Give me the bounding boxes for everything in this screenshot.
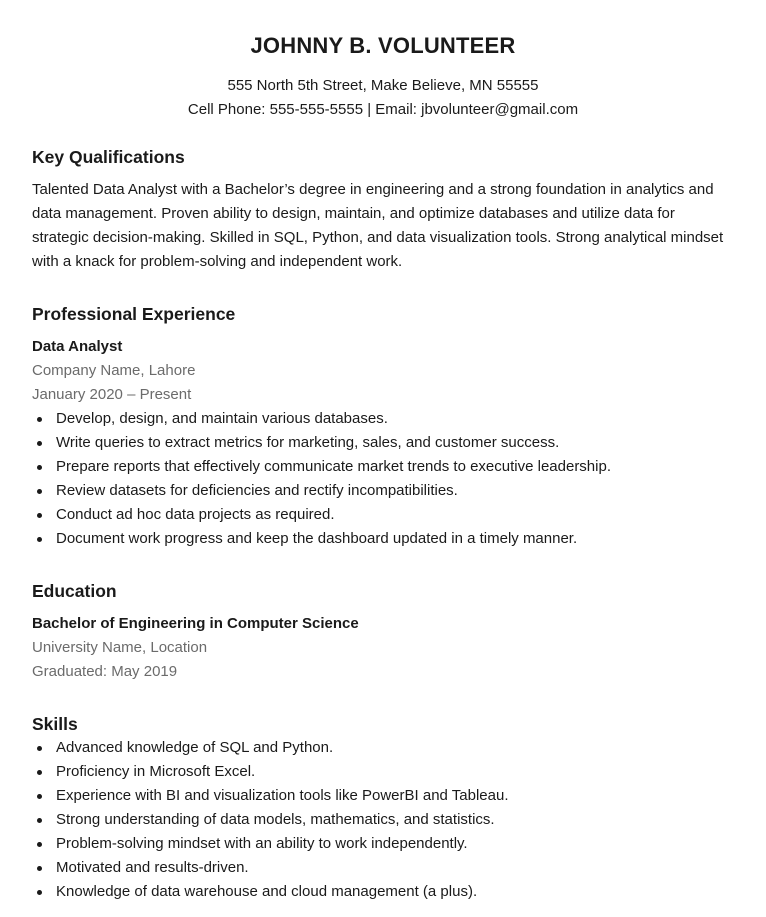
list-item: Write queries to extract metrics for marketing, sales, and customer success. (56, 431, 734, 455)
job-dates: January 2020 – Present (32, 386, 192, 403)
graduation-date: Graduated: May 2019 (32, 663, 178, 680)
contact-block (32, 74, 734, 122)
list-item: Knowledge of data warehouse and cloud management (a plus). (56, 880, 734, 904)
job-responsibilities-list (32, 407, 734, 551)
list-item: Strong understanding of data models, mathematics, and statistics. (56, 808, 734, 832)
education-entry (32, 612, 734, 684)
qualifications-heading: Key Qualifications (32, 147, 185, 167)
experience-heading: Professional Experience (32, 304, 236, 324)
list-item: Develop, design, and maintain various databases. (56, 407, 734, 431)
list-item: Review datasets for deficiencies and rectify incompatibilities. (56, 479, 734, 503)
candidate-name: JOHNNY B. VOLUNTEER (250, 33, 516, 58)
list-item: Prepare reports that effectively communicate market trends to executive leadership. (56, 455, 734, 479)
list-item: Motivated and results-driven. (56, 856, 734, 880)
skills-list (32, 736, 734, 904)
address-line: 555 North 5th Street, Make Believe, MN 55555 (227, 77, 539, 94)
list-item: Proficiency in Microsoft Excel. (56, 760, 734, 784)
job-entry (32, 335, 734, 551)
skills-heading: Skills (32, 714, 78, 734)
list-item: Experience with BI and visualization tools like PowerBI and Tableau. (56, 784, 734, 808)
job-title: Data Analyst (32, 338, 123, 355)
school-name: University Name, Location (32, 639, 208, 656)
list-item: Conduct ad hoc data projects as required. (56, 503, 734, 527)
list-item: Document work progress and keep the dashboard updated in a timely manner. (56, 527, 734, 551)
job-company: Company Name, Lahore (32, 362, 196, 379)
contact-line: Cell Phone: 555-555-5555 | Email: jbvolunteer@gmail.com (187, 101, 579, 118)
list-item: Problem-solving mindset with an ability to work independently. (56, 832, 734, 856)
degree-title: Bachelor of Engineering in Computer Science (32, 615, 359, 632)
education-heading: Education (32, 581, 117, 601)
qualifications-summary: Talented Data Analyst with a Bachelor’s degree in engineering and a strong foundation in analytics and data management. Proven ability to design, maintain, and optimize databases and utilize data for strategic decision-making. Skilled in SQL, Python, and data visualization tools. Strong analytical mindset with a knack for problem-solving and independent work. (32, 181, 724, 270)
list-item: Advanced knowledge of SQL and Python. (56, 736, 734, 760)
